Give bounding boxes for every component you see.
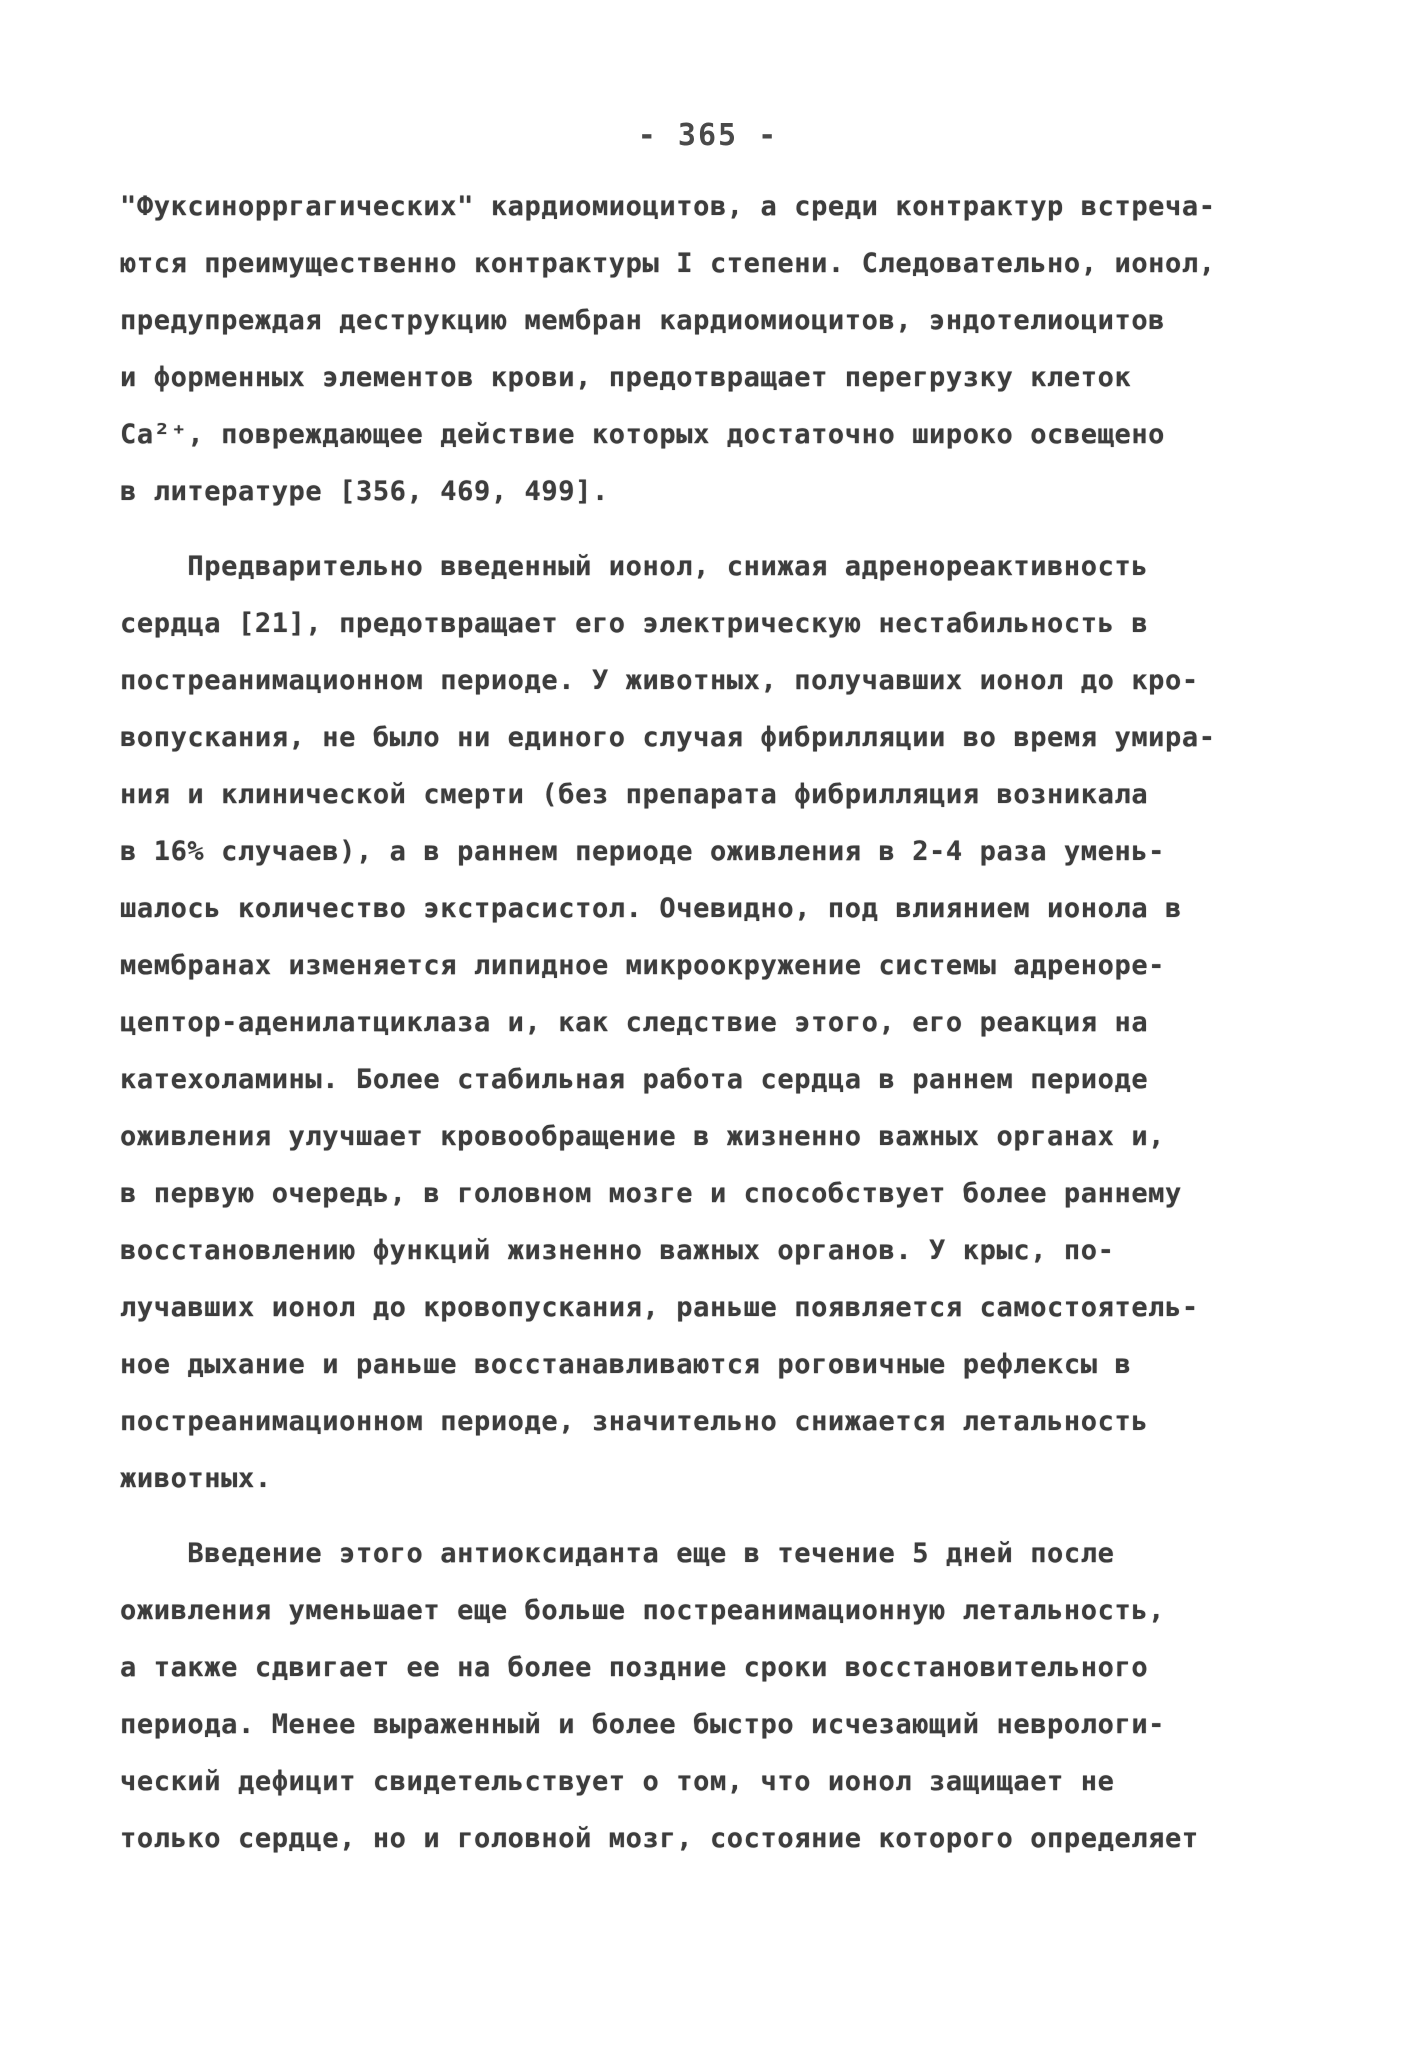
text-line: Введение этого антиоксиданта еще в течение 5 дней после [120,1538,1115,1569]
paragraph-2 [120,538,1320,1507]
text-line: и форменных элементов крови, предотвращает перегрузку клеток [120,362,1132,393]
text-line: животных. [120,1463,272,1494]
text-line: оживления уменьшает еще больше постреанимационную летальность, [120,1595,1166,1626]
text-line: вопускания, не было ни единого случая фибрилляции во время умира- [120,722,1216,753]
text-line: периода. Менее выраженный и более быстро исчезающий неврологи- [120,1709,1166,1740]
text-line: восстановлению функций жизненно важных органов. У крыс, по- [120,1235,1115,1266]
text-line: "Фуксинорргагических" кардиомиоцитов, а среди контрактур встреча- [120,191,1216,222]
text-line: Предварительно введенный ионол, снижая адренореактивность [120,551,1149,582]
text-line: ное дыхание и раньше восстанавливаются роговичные рефлексы в [120,1349,1132,1380]
text-line: в первую очередь, в головном мозге и способствует более раннему [120,1178,1182,1209]
text-line: а также сдвигает ее на более поздние сроки восстановительного [120,1652,1149,1683]
text-line: сердца [21], предотвращает его электрическую нестабильность в [120,608,1149,639]
text-line: оживления улучшает кровообращение в жизненно важных органах и, [120,1121,1166,1152]
text-line: цептор-аденилатциклаза и, как следствие этого, его реакция на [120,1007,1149,1038]
page-number: - 365 - [637,118,779,153]
paragraph-1 [120,178,1320,520]
text-line: шалось количество экстрасистол. Очевидно, под влиянием ионола в [120,893,1182,924]
text-line: постреанимационном периоде. У животных, получавших ионол до кро- [120,665,1199,696]
text-line: ческий дефицит свидетельствует о том, что ионол защищает не [120,1766,1115,1797]
body-text [120,178,1320,1867]
text-line: ния и клинической смерти (без препарата фибрилляция возникала [120,779,1149,810]
text-line: катехоламины. Более стабильная работа сердца в раннем периоде [120,1064,1149,1095]
text-line: только сердце, но и головной мозг, состояние которого определяет [120,1823,1199,1854]
text-line: в литературе [356, 469, 499]. [120,476,609,507]
paragraph-3 [120,1525,1320,1867]
text-line: предупреждая деструкцию мембран кардиомиоцитов, эндотелиоцитов [120,305,1166,336]
text-line: в 16% случаев), а в раннем периоде оживления в 2-4 раза умень- [120,836,1166,867]
text-line: мембранах изменяется липидное микроокружение системы адреноре- [120,950,1166,981]
text-line: Ca²⁺, повреждающее действие которых достаточно широко освещено [120,419,1166,450]
text-line: постреанимационном периоде, значительно снижается летальность [120,1406,1149,1437]
text-line: ются преимущественно контрактуры I степени. Следовательно, ионол, [120,248,1216,279]
text-line: лучавших ионол до кровопускания, раньше появляется самостоятель- [120,1292,1199,1323]
